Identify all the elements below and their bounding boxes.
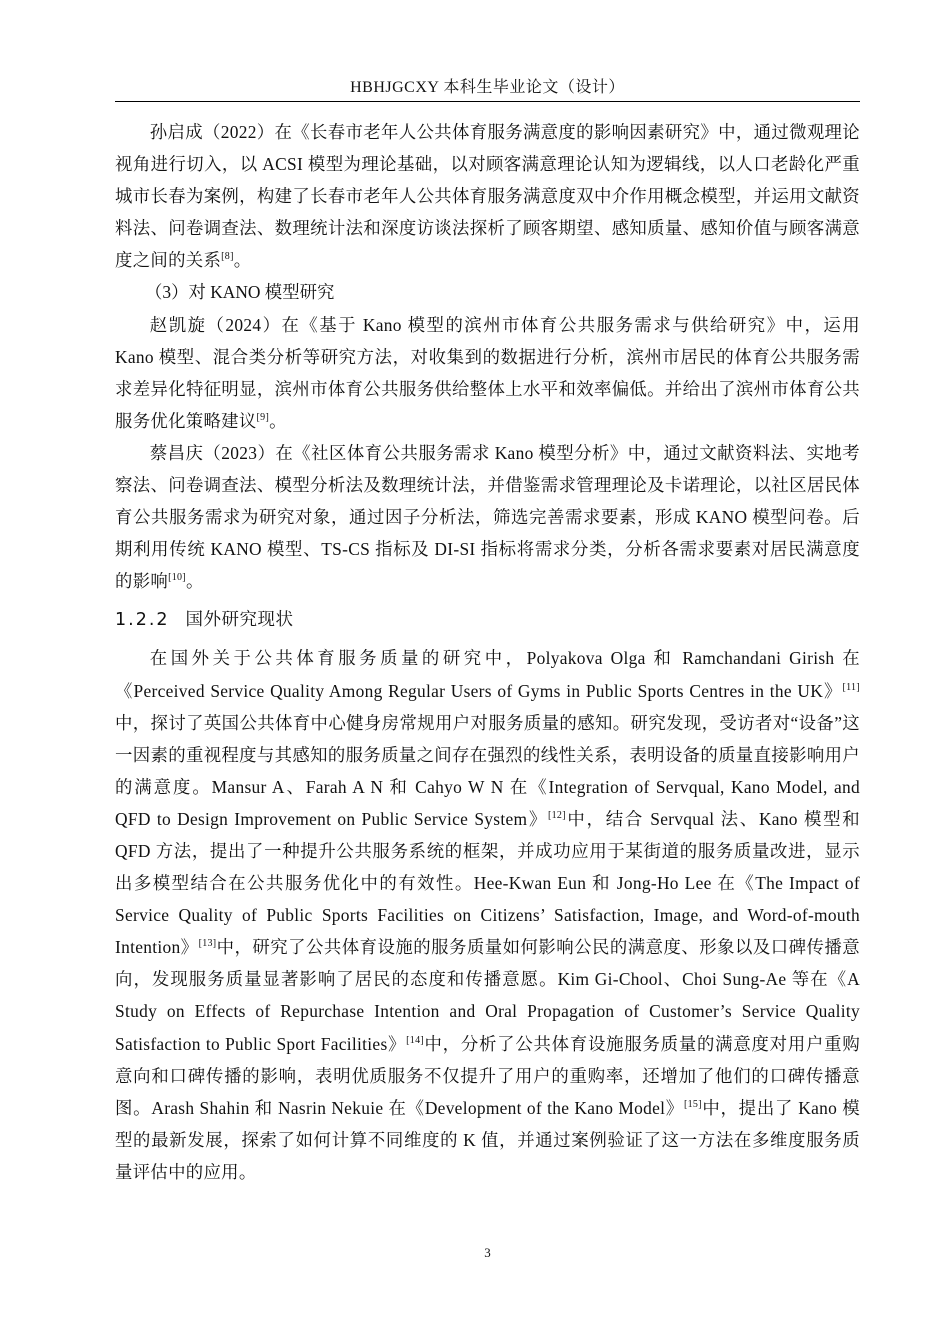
citation-12: [12]: [548, 809, 566, 821]
citation-13: [13]: [198, 938, 217, 950]
running-header: HBHJGCXY 本科生毕业论文（设计）: [350, 79, 625, 96]
paragraph-text-d: 中，研究了公共体育设施的服务质量如何影响公民的满意度、形象以及口碑传播意向，发现服务质量显著影响了居民的态度和传播意愿。Kim Gi-Chool、Choi Sung-Ae 等在《A Study on Effects of Repurchase Intention and Oral Propagation of Customer’s Service Quality Satisfaction to Public Sport Facilities》: [115, 937, 860, 1054]
citation-14: [14]: [406, 1034, 425, 1046]
paragraph-text: 蔡昌庆（2023）在《社区体育公共服务需求 Kano 模型分析》中，通过文献资料法、实地考察法、问卷调查法、模型分析法及数理统计法，并借鉴需求管理理论及卡诺理论，以社区居民体育公共服务需求为研究对象，通过因子分析法，筛选完善需求要素，形成 KANO 模型问卷。后期利用传统 KANO 模型、TS-CS 指标及 DI-SI 指标将需求分类，分析各需求要素对居民满意度的影响: [115, 442, 860, 592]
citation-10: [10]: [168, 572, 186, 584]
body-text: [115, 116, 860, 1188]
paragraph-sun-qicheng: [115, 116, 860, 276]
paragraph-text: 赵凯旋（2024）在《基于 Kano 模型的滨州市体育公共服务需求与供给研究》中，运用 Kano 模型、混合类分析等研究方法，对收集到的数据进行分析，滨州市居民的体育公共服务需求差异化特征明显，滨州市体育公共服务供给整体上水平和效率偏低。并给出了滨州市体育公共服务优化策略建议: [115, 314, 860, 431]
paragraph-text-e: 中，分析了公共体育设施服务质量的满意度对用户重购意向和口碑传播的影响，表明优质服务不仅提升了用户的重购率，还增加了他们的口碑传播意图。Arash Shahin 和 Nasrin Nekuie 在《Development of the Kano Model》: [115, 1033, 861, 1118]
paragraph-text-f: 中，提出了 Kano 模型的最新发展，探索了如何计算不同维度的 K 值，并通过案例验证了这一方法在多维度服务质量评估中的应用。: [115, 1097, 860, 1182]
section-heading-1-2-2: [115, 604, 860, 636]
paragraph-end: 。: [269, 410, 287, 431]
paragraph-end: 。: [233, 250, 252, 271]
paragraph-zhao-kaixuan: [115, 309, 860, 437]
paragraph-text-b: 中，探讨了英国公共体育中心健身房常规用户对服务质量的感知。研究发现，受访者对“设备”这一因素的重视程度与其感知的服务质量之间存在强烈的线性关系，表明设备的质量直接影响用户的满意度。Mansur A、Farah A N 和 Cahyo W N 在《Integration of Servqual, Kano Model, and QFD to Design Improvement on Public Service System》: [115, 712, 860, 829]
subheading-kano-research: （3）对 KANO 模型研究: [145, 282, 335, 303]
paragraph-text-c: 中，结合 Servqual 法、Kano 模型和 QFD 方法，提出了一种提升公共服务系统的框架，并成功应用于某街道的服务质量改进，显示出多模型结合在公共服务优化中的有效性。Hee-Kwan Eun 和 Jong-Ho Lee 在《The Impact of Service Quality of Public Sports Facilities on Citizens’ Satisfaction, Image, and Word-of-mouth Intention》: [115, 808, 860, 958]
paragraph-text: 孙启成（2022）在《长春市老年人公共体育服务满意度的影响因素研究》中，通过微观理论视角进行切入，以 ACSI 模型为理论基础，以对顾客满意理论认知为逻辑线，以人口老龄化严重城市长春为案例，构建了长春市老年人公共体育服务满意度双中介作用概念模型，并运用文献资料法、问卷调查法、数理统计法和深度访谈法探析了顾客期望、感知质量、感知价值与顾客满意度之间的关系: [115, 122, 860, 271]
citation-11: [11]: [842, 681, 860, 693]
section-title: 国外研究现状: [185, 610, 294, 631]
citation-15: [15]: [683, 1098, 702, 1110]
citation-8: [8]: [221, 251, 234, 263]
paragraph-end: 。: [185, 571, 204, 592]
section-number: 1.2.2: [115, 610, 170, 631]
paragraph-text-a: 在国外关于公共体育服务质量的研究中，Polyakova Olga 和 Ramchandani Girish 在《Perceived Service Quality Among Regular Users of Gyms in Public Sports Centres in the UK》: [115, 648, 860, 701]
page-number: 3: [484, 1245, 491, 1260]
paragraph-cai-changqing: [115, 437, 860, 597]
paragraph-foreign-research: [115, 642, 860, 1188]
citation-9: [9]: [256, 411, 270, 423]
header-rule: [115, 101, 860, 102]
